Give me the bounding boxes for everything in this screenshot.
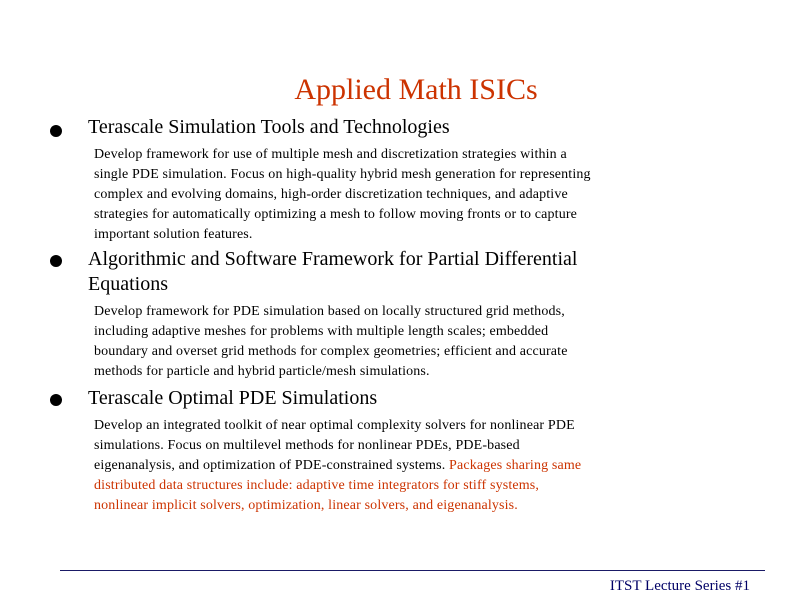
slide-title: Applied Math ISICs [294,73,538,106]
item-body [94,416,774,516]
highlight-text: Packages sharing same [445,458,582,473]
item-heading: Terascale Optimal PDE Simulations [88,387,378,409]
body-line: boundary and overset grid methods for complex geometries; efficient and accurate [94,344,568,359]
bullet-icon [50,255,62,267]
body-line: Develop framework for use of multiple mesh and discretization strategies within a [94,147,567,162]
bullet-icon [50,394,62,406]
highlight-text: nonlinear implicit solvers, optimization, linear solvers, and eigenanalysis. [94,498,518,513]
highlight-text: distributed data structures include: adaptive time integrators for stiff systems, [94,478,540,493]
body-line: simulations. Focus on multilevel methods for nonlinear PDEs, PDE-based [94,438,520,453]
body-line: eigenanalysis, and optimization of PDE-constrained systems. Packages sharing same [94,458,582,473]
item-body [94,302,774,382]
body-line: important solution features. [94,227,253,242]
body-line: including adaptive meshes for problems with multiple length scales; embedded [94,324,549,339]
item-heading: Terascale Simulation Tools and Technologies [88,116,450,138]
body-line: single PDE simulation. Focus on high-quality hybrid mesh generation for representing [94,167,591,182]
body-line: Develop an integrated toolkit of near optimal complexity solvers for nonlinear PDE [94,418,575,433]
body-line: Develop framework for PDE simulation based on locally structured grid methods, [94,304,565,319]
body-line: complex and evolving domains, high-order discretization techniques, and adaptive [94,187,568,202]
body-line: methods for particle and hybrid particle/mesh simulations. [94,364,430,379]
body-line: strategies for automatically optimizing a mesh to follow moving fronts or to capture [94,207,578,222]
footer-text: ITST Lecture Series #1 [609,578,750,594]
bullet-icon [50,125,62,137]
footer-divider [60,570,765,571]
item-body [94,145,774,245]
item-heading: Algorithmic and Software Framework for Partial Differential Equations [88,248,578,295]
